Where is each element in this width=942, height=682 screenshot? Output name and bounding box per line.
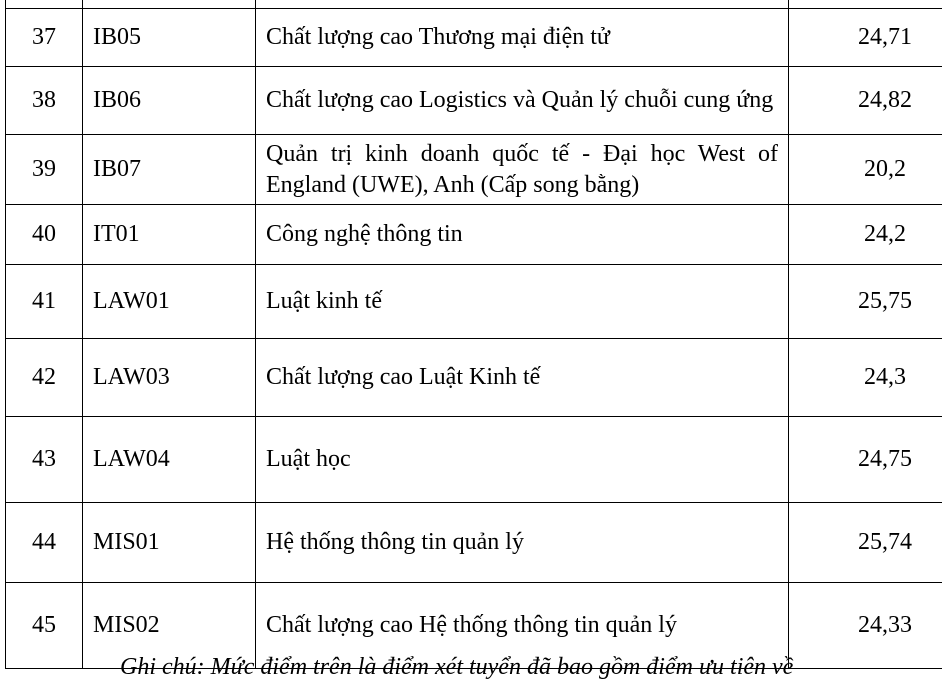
program-code: MIS02 — [83, 583, 256, 669]
program-name: Quản trị kinh doanh quốc tế - Đại học West of England (UWE), Anh (Cấp song bằng) — [256, 135, 789, 205]
program-name: Chất lượng cao Thương mại điện tử — [256, 9, 789, 67]
row-number: 42 — [6, 339, 83, 417]
program-code — [83, 0, 256, 9]
admission-score: 24,82 — [789, 67, 942, 135]
admission-score-table — [5, 0, 942, 669]
admission-score: 25,74 — [789, 503, 942, 583]
admission-score: 24,3 — [789, 339, 942, 417]
table-row — [6, 135, 942, 205]
admission-score — [789, 0, 942, 9]
row-number: 41 — [6, 265, 83, 339]
table-row — [6, 0, 942, 9]
row-number: 43 — [6, 417, 83, 503]
table-row — [6, 9, 942, 67]
program-code: LAW03 — [83, 339, 256, 417]
program-name: Chất lượng cao Hệ thống thông tin quản lý — [256, 583, 789, 669]
program-name: Luật kinh tế — [256, 265, 789, 339]
program-name: Hệ thống thông tin quản lý — [256, 503, 789, 583]
admission-score: 25,75 — [789, 265, 942, 339]
program-code: LAW01 — [83, 265, 256, 339]
row-number: 38 — [6, 67, 83, 135]
program-name — [256, 0, 789, 9]
program-code: LAW04 — [83, 417, 256, 503]
program-code: IB07 — [83, 135, 256, 205]
row-number: 45 — [6, 583, 83, 669]
footnote-note: Ghi chú: Mức điểm trên là điểm xét tuyển đã bao gồm điểm ưu tiên về — [120, 652, 930, 682]
admission-score: 24,2 — [789, 205, 942, 265]
table-row — [6, 417, 942, 503]
program-code: IB05 — [83, 9, 256, 67]
table-row — [6, 67, 942, 135]
row-number — [6, 0, 83, 9]
program-code: IT01 — [83, 205, 256, 265]
row-number: 39 — [6, 135, 83, 205]
program-name: Luật học — [256, 417, 789, 503]
table-row — [6, 503, 942, 583]
row-number: 40 — [6, 205, 83, 265]
table-row — [6, 265, 942, 339]
admission-score: 24,33 — [789, 583, 942, 669]
admission-score: 24,71 — [789, 9, 942, 67]
program-name: Chất lượng cao Luật Kinh tế — [256, 339, 789, 417]
table-row — [6, 339, 942, 417]
program-code: MIS01 — [83, 503, 256, 583]
program-code: IB06 — [83, 67, 256, 135]
table-row — [6, 205, 942, 265]
row-number: 44 — [6, 503, 83, 583]
admission-score: 20,2 — [789, 135, 942, 205]
program-name: Chất lượng cao Logistics và Quản lý chuỗi cung ứng — [256, 67, 789, 135]
admission-score: 24,75 — [789, 417, 942, 503]
program-name: Công nghệ thông tin — [256, 205, 789, 265]
row-number: 37 — [6, 9, 83, 67]
